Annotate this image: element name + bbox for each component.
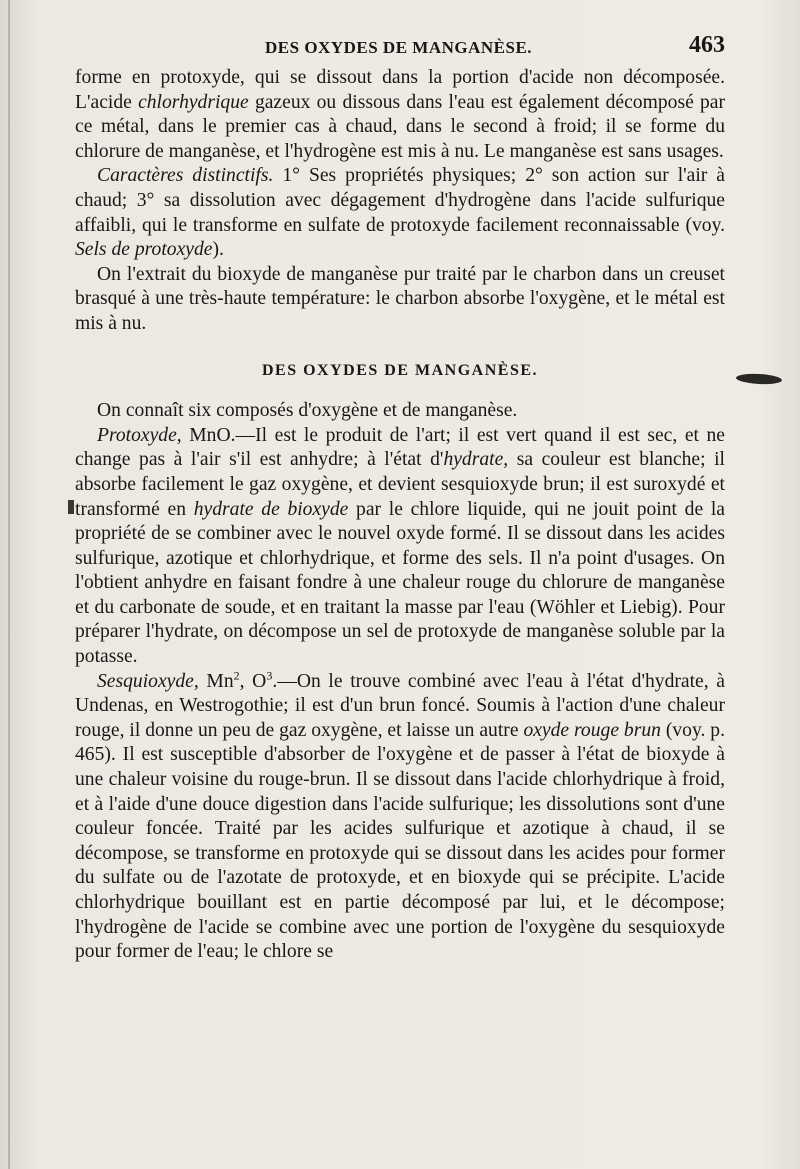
paragraph-3: On l'extrait du bioxyde de manganèse pur traité par le charbon dans un creuset brasqué à une très-haute température: le charbon absorbe l'oxygène, et le métal est mis à nu. <box>75 263 725 334</box>
body-text <box>75 66 725 965</box>
paragraph-6: Sesquioxyde, Mn$^2$, $O^3.—On$ le trouve combiné avec l'eau à l'état d'hydrate, à Undenas, en Westrogothie; il est d'un brun foncé. Soumis à l'action d'une chaleur rouge, il donne un peu de gaz oxygène, et laisse un autre oxyde rouge brun (voy. p. 465). Il est susceptible d'absorber de l'oxygène et de passer à l'état de bioxyde à une chaleur voisine du rouge-brun. Il se dissout dans l'acide chlorhydrique à froid, et à l'aide d'une douce digestion dans l'acide sulfurique; les dissolutions sont d'une couleur foncée. Traité par les acides sulfurique et azotique à chaud, il se décompose, se transforme en protoxyde qui se dissout dans les acides pour former du sulfate ou de l'azotate de protoxyde, et en bioxyde qui se précipite. L'acide chlorhydrique bouillant est en partie décomposé par lui, et le décompose; l'hydrogène de l'acide se combine avec une portion de l'oxygène du sesquioxyde pour former de l'eau; le chlore se <box>75 668 725 963</box>
page-number: 463 <box>689 32 725 58</box>
paragraph-1: forme en protoxyde, qui se dissout dans la portion d'acide non décomposée. L'acide chlorhydrique gazeux ou dissous dans l'eau est également décomposé par ce métal, dans le premier cas à chaud, dans le second à froid; il se forme du chlorure de manganèse, et l'hydrogène est mis à nu. Le manganèse est sans usages. <box>75 67 726 162</box>
margin-mark <box>68 500 74 514</box>
section-title: DES OXYDES DE MANGANÈSE. <box>261 361 539 379</box>
page-header <box>75 32 725 62</box>
running-title: DES OXYDES DE MANGANÈSE. <box>265 38 533 57</box>
paragraph-2: Caractères distinctifs. 1° Ses propriétés physiques; 2° son action sur l'air à chaud; 3° sa dissolution avec dégagement d'hydrogène dans l'acide sulfurique affaibli, qui le transforme en sulfate de protoxyde facilement reconnaissable (voy. Sels de protoxyde). <box>75 165 725 261</box>
paragraph-5: Protoxyde, MnO.—Il est le produit de l'art; il est vert quand il est sec, et ne change pas à l'air s'il est anhydre; à l'état d'hydrate, sa couleur est blanche; il absorbe facilement le gaz oxygène, et devient sesquioxyde brun; il est suroxydé et transformé en hydrate de bioxyde par le chlore liquide, qui ne jouit point de la propriété de se combiner avec le nouvel oxyde formé. Il se dissout dans les acides sulfurique, azotique et chlorhydrique, et forme des sels. Il n'a point d'usages. On l'obtient anhydre en faisant fondre à une chaleur rouge du chlorure de manganèse et du carbonate de soude, et en traitant la masse par l'eau (Wöhler et Liebig). Pour préparer l'hydrate, on décompose un sel de protoxyde de manganèse soluble par la potasse. <box>75 424 725 668</box>
ink-stain <box>736 373 782 385</box>
paragraph-4: On connaît six composés d'oxygène et de manganèse. <box>97 400 518 422</box>
